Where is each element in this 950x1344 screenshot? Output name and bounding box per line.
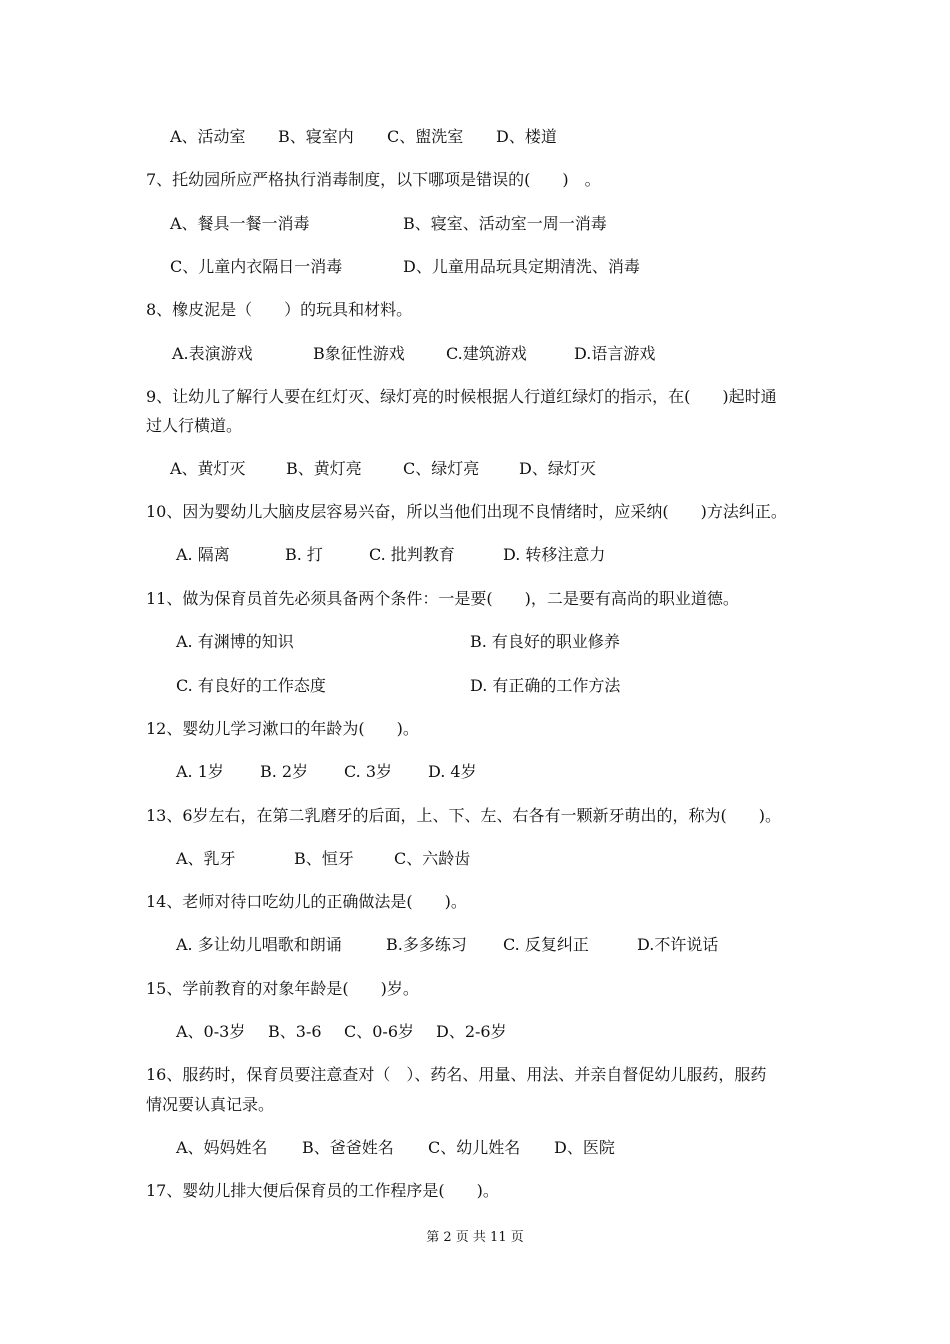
q11-option-c: C. 有良好的工作态度 (176, 676, 326, 695)
q12-option-c: C. 3岁 (344, 762, 393, 781)
q14-option-a: A. 多让幼儿唱歌和朗诵 (176, 935, 342, 954)
q7-option-c: C、儿童内衣隔日一消毒 (170, 257, 343, 276)
q8-option-c: C.建筑游戏 (446, 344, 527, 363)
q16-option-b: B、爸爸姓名 (302, 1138, 394, 1157)
q6-option-a: A、活动室 (170, 127, 246, 146)
q7-option-b: B、寝室、活动室一周一消毒 (403, 214, 607, 233)
q12-option-b: B. 2岁 (260, 762, 309, 781)
q13-stem: 13、6岁左右，在第二乳磨牙的后面，上、下、左、右各有一颗新牙萌出的，称为( )。 (146, 806, 782, 825)
q15-option-b: B、3-6 (268, 1022, 322, 1041)
q16-stem-line1: 16、服药时，保育员要注意查对（ ）、药名、用量、用法、并亲自督促幼儿服药，服药 (146, 1065, 767, 1084)
q8-option-d: D.语言游戏 (574, 344, 656, 363)
q10-option-d: D. 转移注意力 (503, 545, 606, 564)
q17-stem: 17、婴幼儿排大便后保育员的工作程序是( )。 (146, 1181, 499, 1200)
q7-stem: 7、托幼园所应严格执行消毒制度，以下哪项是错误的( ) 。 (146, 170, 601, 189)
q10-option-c: C. 批判教育 (369, 545, 455, 564)
q15-option-c: C、0-6岁 (344, 1022, 415, 1041)
q10-stem: 10、因为婴幼儿大脑皮层容易兴奋，所以当他们出现不良情绪时，应采纳( )方法纠正。 (146, 502, 787, 521)
q9-stem-line2: 过人行横道。 (146, 416, 243, 435)
q16-option-d: D、医院 (554, 1138, 615, 1157)
q8-option-a: A.表演游戏 (172, 344, 253, 363)
q6-option-c: C、盥洗室 (387, 127, 464, 146)
q12-option-a: A. 1岁 (176, 762, 224, 781)
q13-option-a: A、乳牙 (176, 849, 236, 868)
q8-option-b: B象征性游戏 (313, 344, 405, 363)
q9-option-c: C、绿灯亮 (403, 459, 480, 478)
q10-option-a: A. 隔离 (176, 545, 230, 564)
q7-option-a: A、餐具一餐一消毒 (170, 214, 310, 233)
q9-option-b: B、黄灯亮 (286, 459, 362, 478)
q14-option-b: B.多多练习 (386, 935, 467, 954)
q16-option-a: A、妈妈姓名 (176, 1138, 268, 1157)
q15-option-a: A、0-3岁 (176, 1022, 246, 1041)
q12-option-d: D. 4岁 (428, 762, 477, 781)
q14-option-d: D.不许说话 (637, 935, 719, 954)
q16-option-c: C、幼儿姓名 (428, 1138, 521, 1157)
page-footer: 第 2 页 共 11 页 (426, 1230, 524, 1245)
q7-option-d: D、儿童用品玩具定期清洗、消毒 (403, 257, 640, 276)
q14-option-c: C. 反复纠正 (503, 935, 589, 954)
q8-stem: 8、橡皮泥是（ ）的玩具和材料。 (146, 300, 413, 319)
q16-stem-line2: 情况要认真记录。 (146, 1095, 275, 1114)
q9-stem-line1: 9、让幼儿了解行人要在红灯灭、绿灯亮的时候根据人行道红绿灯的指示，在( )起时通 (146, 387, 777, 406)
q12-stem: 12、婴幼儿学习漱口的年龄为( )。 (146, 719, 419, 738)
q11-option-a: A. 有渊博的知识 (176, 632, 294, 651)
q15-stem: 15、学前教育的对象年龄是( )岁。 (146, 979, 419, 998)
q9-option-a: A、黄灯灭 (170, 459, 246, 478)
q15-option-d: D、2-6岁 (436, 1022, 507, 1041)
q14-stem: 14、老师对待口吃幼儿的正确做法是( )。 (146, 892, 467, 911)
q6-option-b: B、寝室内 (278, 127, 354, 146)
q11-option-d: D. 有正确的工作方法 (470, 676, 621, 695)
q11-stem: 11、做为保育员首先必须具备两个条件：一是要( )，二是要有高尚的职业道德。 (146, 589, 739, 608)
q11-option-b: B. 有良好的职业修养 (470, 632, 620, 651)
q13-option-c: C、六龄齿 (394, 849, 471, 868)
q10-option-b: B. 打 (285, 545, 323, 564)
q6-option-d: D、楼道 (496, 127, 557, 146)
q13-option-b: B、恒牙 (294, 849, 354, 868)
q9-option-d: D、绿灯灭 (519, 459, 596, 478)
